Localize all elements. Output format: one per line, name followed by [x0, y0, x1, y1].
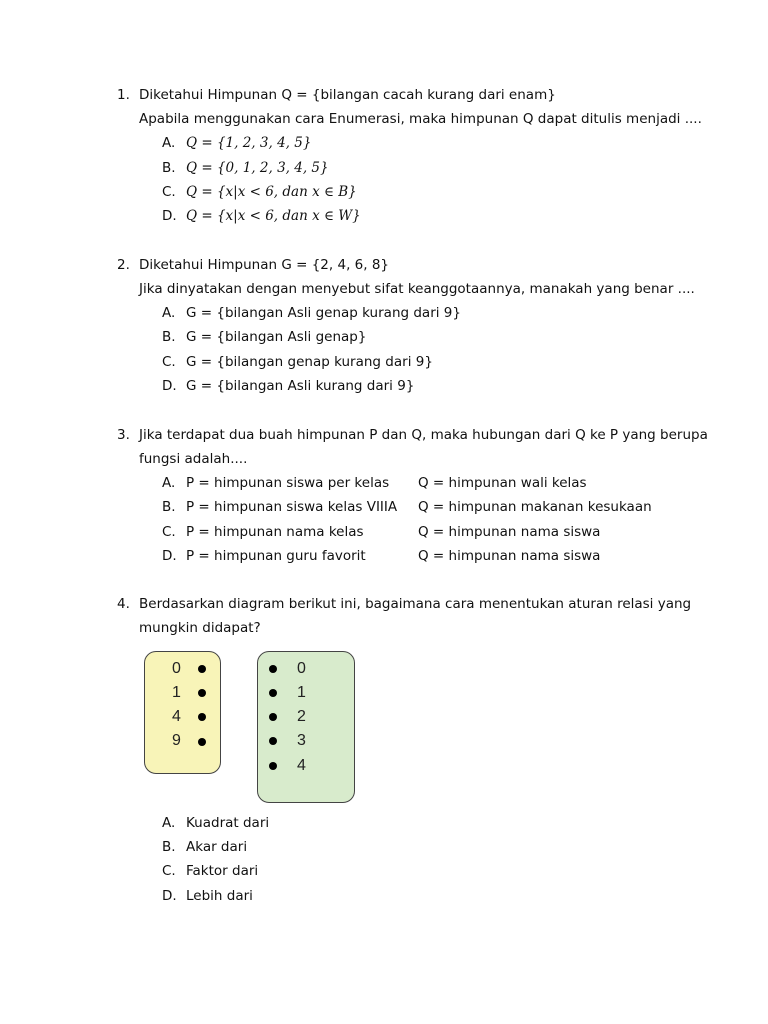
option-letter: C.	[162, 863, 176, 879]
option-text: Lebih dari	[186, 888, 253, 904]
option-text: Faktor dari	[186, 863, 259, 879]
question-stem-line: Jika dinyatakan dengan menyebut sifat keanggotaannya, manakah yang benar ....	[139, 281, 695, 297]
option-letter: A.	[162, 305, 176, 321]
option-math: Q = {1, 2, 3, 4, 5}	[186, 135, 312, 151]
option-letter: A.	[162, 475, 176, 491]
question-stem-line: Diketahui Himpunan Q = {bilangan cacah kurang dari enam}	[139, 87, 556, 103]
option-letter: D.	[162, 548, 177, 564]
option-q-text: Q = himpunan makanan kesukaan	[418, 499, 652, 515]
right-set-dot	[269, 713, 277, 721]
right-set-element: 1	[297, 684, 306, 701]
option-letter: B.	[162, 839, 176, 855]
right-set-dot	[269, 737, 277, 745]
question-number: 3.	[117, 427, 130, 443]
question-number: 2.	[117, 257, 130, 273]
option-math: Q = {x|x < 6, dan x ∈ W}	[186, 208, 361, 224]
option-q-text: Q = himpunan nama siswa	[418, 548, 601, 564]
option-letter: D.	[162, 208, 177, 224]
question-stem-line: Berdasarkan diagram berikut ini, bagaimana cara menentukan aturan relasi yang	[139, 596, 692, 612]
option-text: G = {bilangan genap kurang dari 9}	[186, 354, 433, 370]
question-stem-line: mungkin didapat?	[139, 620, 261, 636]
left-set-dot	[198, 665, 206, 673]
option-letter: B.	[162, 499, 176, 515]
right-set-element: 3	[297, 732, 306, 749]
option-p-text: P = himpunan siswa per kelas	[186, 475, 390, 491]
left-set-element: 1	[172, 684, 181, 701]
option-text: Akar dari	[186, 839, 248, 855]
right-set-element: 2	[297, 708, 306, 725]
option-text: G = {bilangan Asli genap kurang dari 9}	[186, 305, 461, 321]
question-number: 1.	[117, 87, 130, 103]
option-letter: C.	[162, 354, 176, 370]
option-letter: A.	[162, 135, 176, 151]
option-letter: B.	[162, 160, 176, 176]
option-p-text: P = himpunan siswa kelas VIIIA	[186, 499, 398, 515]
left-set-element: 9	[172, 732, 181, 749]
right-set-element: 0	[297, 660, 306, 677]
left-set-dot	[198, 689, 206, 697]
option-letter: D.	[162, 888, 177, 904]
left-set-element: 0	[172, 660, 181, 677]
option-letter: A.	[162, 815, 176, 831]
option-q-text: Q = himpunan nama siswa	[418, 524, 601, 540]
option-letter: D.	[162, 378, 177, 394]
right-set-dot	[269, 689, 277, 697]
question-stem-line: Diketahui Himpunan G = {2, 4, 6, 8}	[139, 257, 390, 273]
option-text: Kuadrat dari	[186, 815, 270, 831]
option-text: G = {bilangan Asli genap}	[186, 329, 367, 345]
option-math: Q = {0, 1, 2, 3, 4, 5}	[186, 160, 329, 176]
left-set-dot	[198, 713, 206, 721]
question-stem-line: Jika terdapat dua buah himpunan P dan Q, maka hubungan dari Q ke P yang berupa	[139, 427, 708, 443]
option-text: G = {bilangan Asli kurang dari 9}	[186, 378, 415, 394]
question-stem-line: Apabila menggunakan cara Enumerasi, maka himpunan Q dapat ditulis menjadi ....	[139, 111, 702, 127]
option-letter: C.	[162, 524, 176, 540]
left-set-dot	[198, 738, 206, 746]
question-number: 4.	[117, 596, 130, 612]
right-set-dot	[269, 762, 277, 770]
option-q-text: Q = himpunan wali kelas	[418, 475, 587, 491]
question-stem-line: fungsi adalah....	[139, 451, 248, 467]
option-p-text: P = himpunan guru favorit	[186, 548, 366, 564]
option-letter: C.	[162, 184, 176, 200]
option-p-text: P = himpunan nama kelas	[186, 524, 364, 540]
left-set-element: 4	[172, 708, 181, 725]
option-letter: B.	[162, 329, 176, 345]
right-set-dot	[269, 665, 277, 673]
option-math: Q = {x|x < 6, dan x ∈ B}	[186, 184, 357, 200]
left-set-oval	[144, 651, 221, 774]
right-set-oval	[257, 651, 355, 803]
right-set-element: 4	[297, 757, 306, 774]
